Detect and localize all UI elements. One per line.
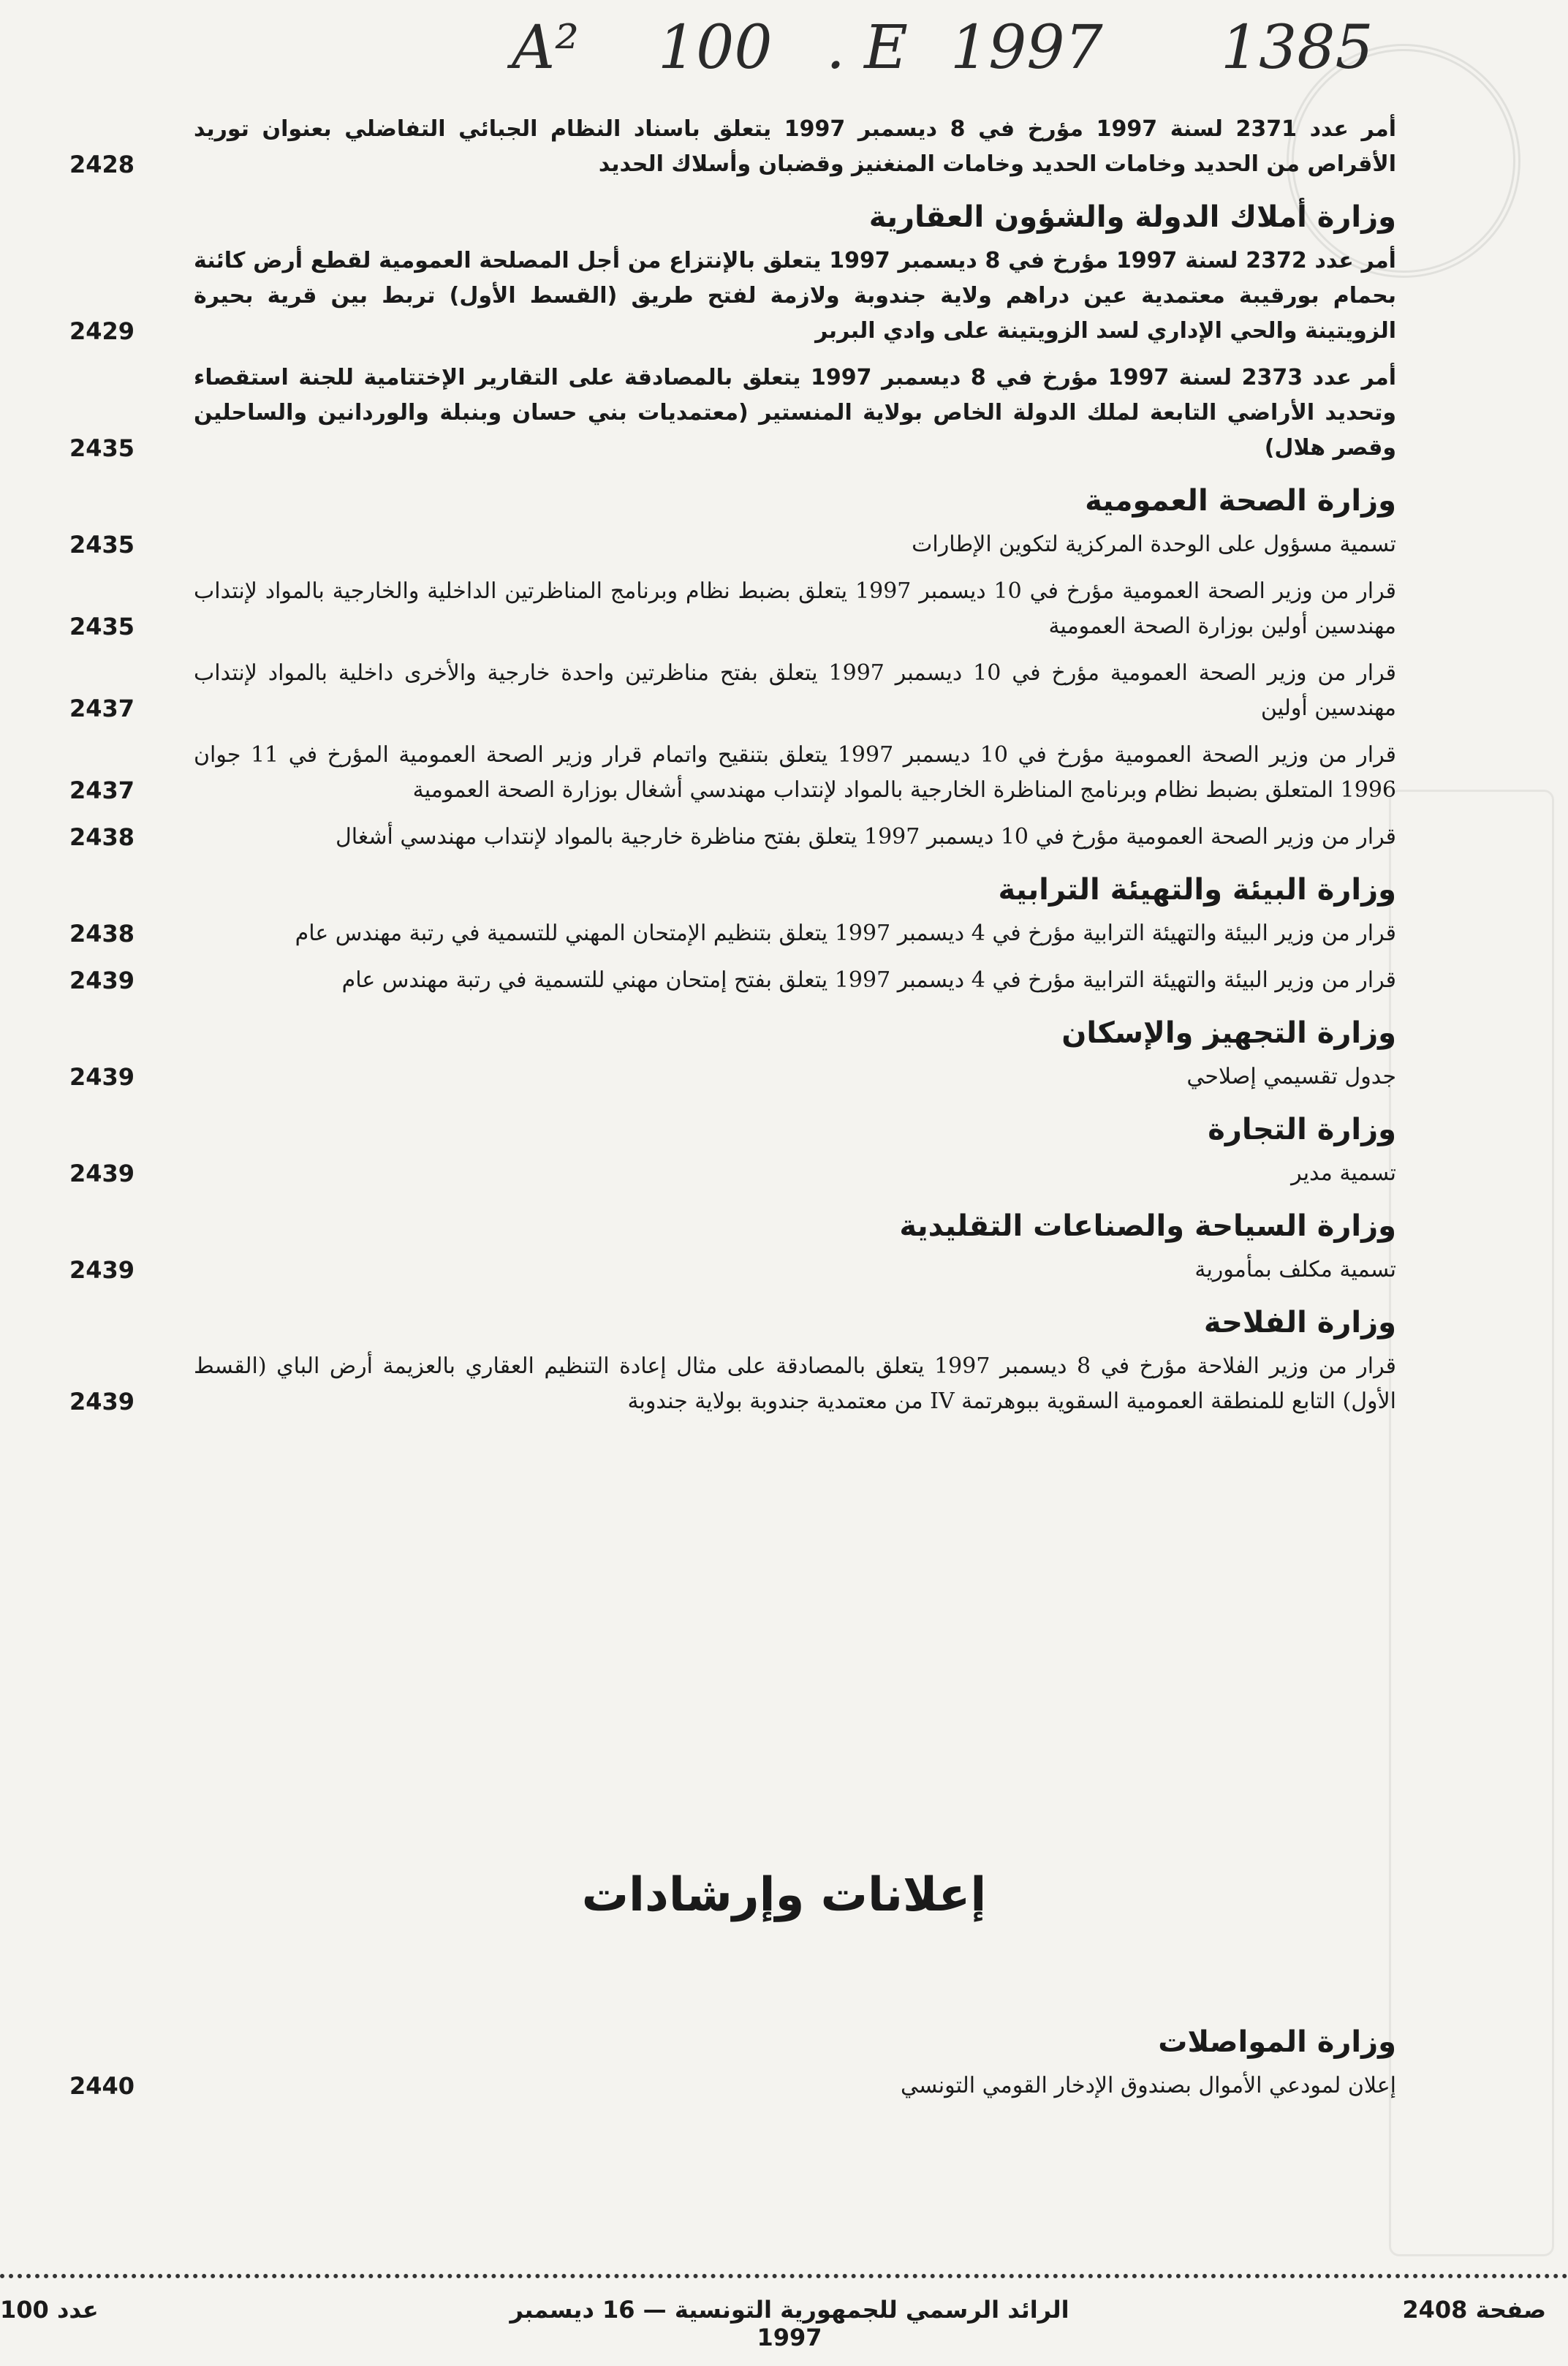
- toc-entry-page: 2439: [69, 1256, 135, 1284]
- toc-entry: [69, 738, 1396, 808]
- toc-entry: [69, 1252, 1396, 1288]
- toc-entry: [69, 963, 1396, 998]
- toc-entry: [69, 112, 1396, 182]
- toc-section: [69, 112, 1396, 182]
- toc-entry: [69, 527, 1396, 562]
- toc-entry: [69, 656, 1396, 726]
- toc-section: [69, 2020, 1396, 2104]
- table-of-contents-announcements: [69, 2007, 1396, 2115]
- handwritten-ref-e: 1385: [1221, 13, 1374, 83]
- toc-entry-page: 2435: [69, 613, 135, 640]
- toc-entry-text: قرار من وزير الصحة العمومية مؤرخ في 10 ديسمبر 1997 يتعلق بضبط نظام وبرنامج المناظرتين الداخلية والخارجية بالمواد لإنتداب مهندسين أولين بوزارة الصحة العمومية: [194, 578, 1396, 639]
- toc-section: [69, 868, 1396, 998]
- toc-entry-page: 2435: [69, 434, 135, 462]
- toc-entry-text: قرار من وزير الصحة العمومية مؤرخ في 10 ديسمبر 1997 يتعلق بفتح مناظرة خارجية بالمواد لإنتداب مهندسي أشغال: [335, 824, 1396, 850]
- ministry-heading: وزارة الصحة العمومية: [1085, 484, 1396, 518]
- handwritten-ref-b: 100: [658, 13, 773, 83]
- journal-title: الرائد الرسمي للجمهورية التونسية — 16 ديسمبر 1997: [510, 2296, 1069, 2351]
- toc-entry-page: 2428: [69, 151, 135, 178]
- toc-section: [69, 1108, 1396, 1191]
- toc-entry-page: 2437: [69, 776, 135, 804]
- toc-entry-text: قرار من وزير البيئة والتهيئة الترابية مؤرخ في 4 ديسمبر 1997 يتعلق بتنظيم الإمتحان المهني للتسمية في رتبة مهندس عام: [295, 921, 1396, 946]
- toc-entry-page: 2435: [69, 531, 135, 559]
- toc-entry-text: قرار من وزير الصحة العمومية مؤرخ في 10 ديسمبر 1997 يتعلق بتنقيح واتمام قرار وزير الصحة العمومية المؤرخ في 11 جوان 1996 المتعلق بضبط نظام وبرنامج المناظرة الخارجية بالمواد لإنتداب مهندسي أشغال بوزارة الصحة العمومية: [194, 742, 1396, 803]
- toc-section: [69, 1011, 1396, 1095]
- handwritten-ref-c: . E: [826, 13, 908, 83]
- toc-entry-text: جدول تقسيمي إصلاحي: [1186, 1064, 1396, 1089]
- announcements-heading: إعلانات وإرشادات: [581, 1868, 987, 1922]
- toc-entry-text: أمر عدد 2371 لسنة 1997 مؤرخ في 8 ديسمبر 1997 يتعلق باسناد النظام الجبائي التفاضلي بعنوان توريد الأقراص من الحديد وخامات الحديد وخامات المنغنيز وقضبان وأسلاك الحديد: [194, 116, 1396, 177]
- toc-entry-page: 2438: [69, 920, 135, 948]
- toc-entry-page: 2439: [69, 1160, 135, 1187]
- toc-entry-text: تسمية مسؤول على الوحدة المركزية لتكوين الإطارات: [912, 532, 1396, 557]
- toc-entry-text: قرار من وزير الصحة العمومية مؤرخ في 10 ديسمبر 1997 يتعلق بفتح مناظرتين واحدة خارجية والأخرى داخلية بالمواد لإنتداب مهندسين أولين: [194, 660, 1396, 721]
- toc-entry-page: 2437: [69, 695, 135, 722]
- ministry-heading: وزارة التجارة: [1208, 1113, 1396, 1146]
- page-footer: [0, 2296, 1568, 2351]
- toc-entry: [69, 916, 1396, 951]
- handwritten-ref-d: 1997: [950, 13, 1103, 83]
- toc-entry-text: إعلان لمودعي الأموال بصندوق الإدخار القومي التونسي: [900, 2073, 1396, 2098]
- ministry-heading: وزارة الفلاحة: [1203, 1306, 1396, 1339]
- toc-entry-page: 2438: [69, 823, 135, 851]
- toc-entry-page: 2439: [69, 1388, 135, 1416]
- toc-section: [69, 1204, 1396, 1288]
- toc-entry: [69, 820, 1396, 855]
- toc-entry-text: تسمية مكلف بمأمورية: [1194, 1257, 1396, 1282]
- toc-entry: [69, 574, 1396, 644]
- ministry-heading: وزارة السياحة والصناعات التقليدية: [899, 1209, 1396, 1243]
- toc-entry: [69, 243, 1396, 349]
- toc-entry: [69, 1156, 1396, 1191]
- footer-divider: [0, 2274, 1568, 2278]
- ministry-heading: وزارة أملاك الدولة والشؤون العقارية: [868, 200, 1396, 234]
- toc-entry: [69, 1059, 1396, 1095]
- toc-entry-page: 2429: [69, 317, 135, 345]
- toc-entry-text: أمر عدد 2372 لسنة 1997 مؤرخ في 8 ديسمبر 1997 يتعلق بالإنتزاع من أجل المصلحة العمومية لقطع أرض كائنة بحمام بورقيبة معتمدية عين دراهم ولاية جندوبة ولازمة لفتح طريق (القسط الأول) تربط بين قرية بحيرة الزويتينة والحي الإداري لسد الزويتينة على وادي البربر: [194, 248, 1396, 344]
- toc-entry: [69, 360, 1396, 466]
- toc-entry-text: قرار من وزير الفلاحة مؤرخ في 8 ديسمبر 1997 يتعلق بالمصادقة على مثال إعادة التنظيم العقاري بالعزيمة أرض الباي (القسط الأول) التابع للمنطقة العمومية السقوية ببوهرتمة IV من معتمدية جندوبة بولاية جندوبة: [194, 1353, 1396, 1414]
- toc-entry: [69, 1349, 1396, 1419]
- toc-section: [69, 195, 1396, 466]
- toc-entry-text: قرار من وزير البيئة والتهيئة الترابية مؤرخ في 4 ديسمبر 1997 يتعلق بفتح إمتحان مهني للتسمية في رتبة مهندس عام: [341, 967, 1396, 993]
- page-number: صفحة 2408: [1402, 2296, 1546, 2324]
- toc-section: [69, 1301, 1396, 1419]
- toc-entry-page: 2439: [69, 967, 135, 994]
- toc-entry-page: 2440: [69, 2072, 135, 2100]
- toc-section: [69, 479, 1396, 855]
- handwritten-reference: [468, 13, 1411, 94]
- ministry-heading: وزارة المواصلات: [1158, 2025, 1396, 2059]
- issue-number: عدد 100: [0, 2296, 99, 2324]
- bleed-through-box: [1389, 790, 1554, 2256]
- table-of-contents: [69, 99, 1396, 1431]
- toc-entry: [69, 2068, 1396, 2104]
- handwritten-ref-a: A²: [512, 13, 580, 83]
- toc-entry-page: 2439: [69, 1063, 135, 1091]
- toc-entry-text: تسمية مدير: [1291, 1160, 1396, 1186]
- ministry-heading: وزارة البيئة والتهيئة الترابية: [998, 873, 1396, 907]
- ministry-heading: وزارة التجهيز والإسكان: [1061, 1016, 1396, 1050]
- toc-entry-text: أمر عدد 2373 لسنة 1997 مؤرخ في 8 ديسمبر 1997 يتعلق بالمصادقة على التقارير الإختتامية للجنة استقصاء وتحديد الأراضي التابعة لملك الدولة الخاص بولاية المنستير (معتمديات بني حسان وبنبلة والوردانين والساحلين وقصر هلال): [194, 365, 1396, 461]
